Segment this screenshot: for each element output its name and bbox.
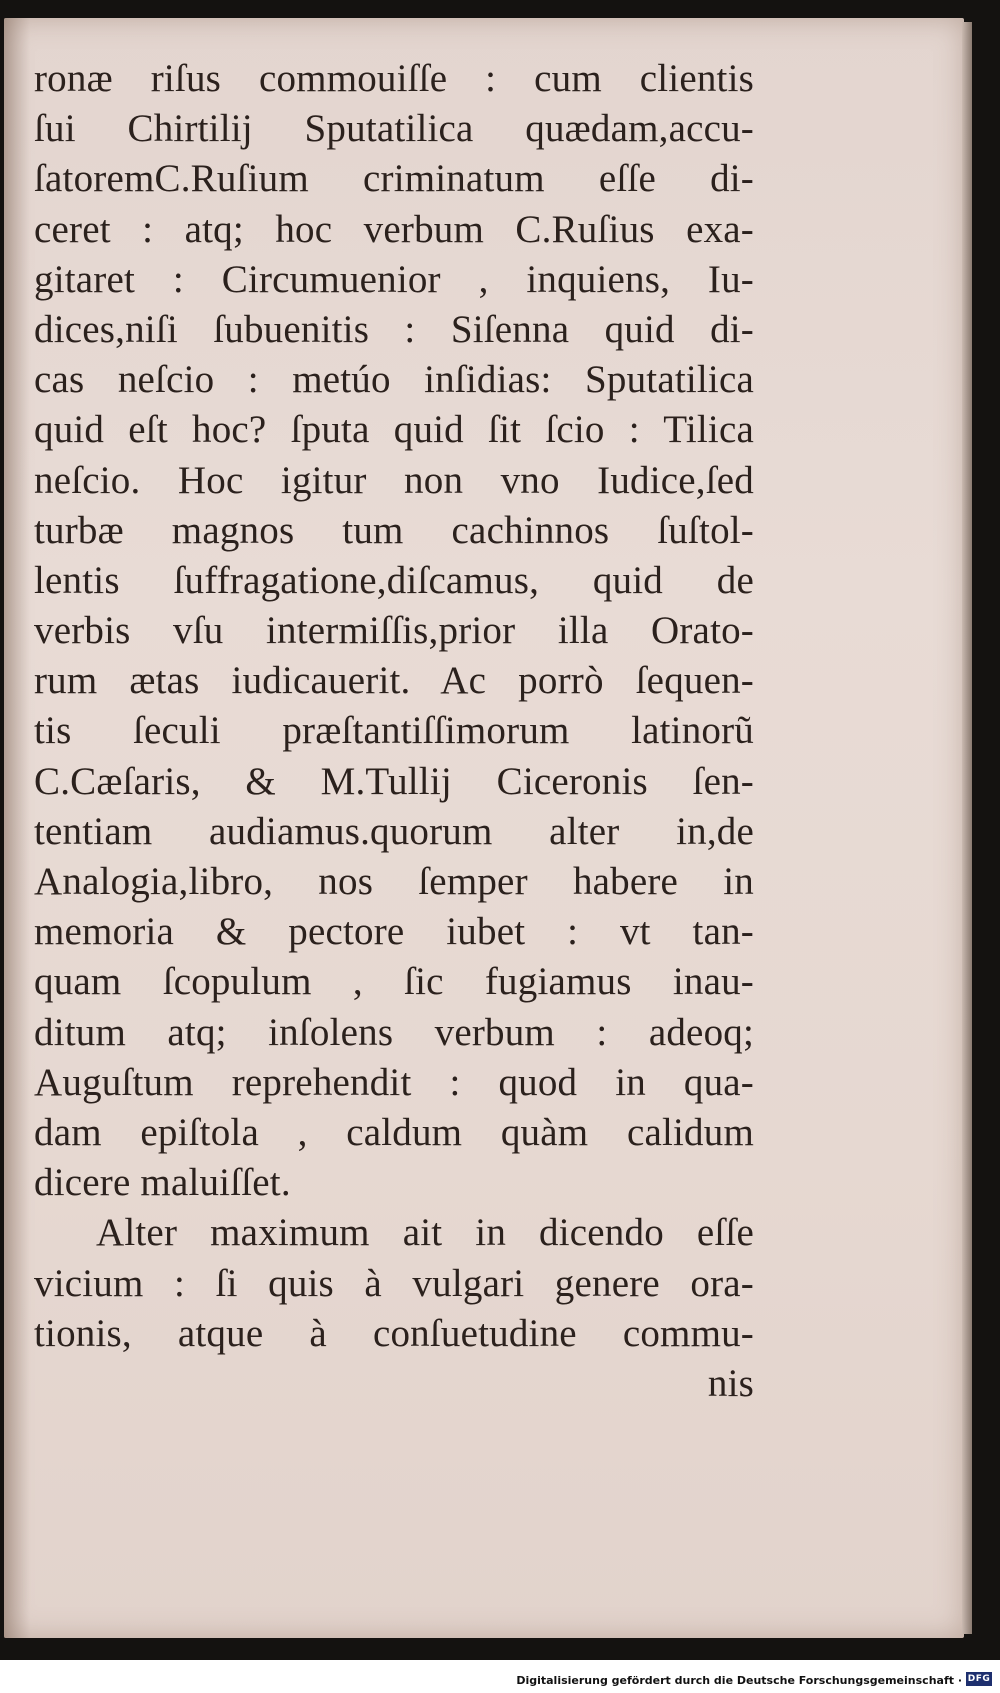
text-line: ceret : atq; hoc verbum C.Ruſius exa- [34,207,754,251]
catchword: nis [707,1361,754,1405]
text-line: ditum atq; inſolens verbum : adeoq; [34,1010,754,1054]
text-line: Alter maximum ait in dicendo eſſe [96,1211,754,1255]
text-line: Auguſtum reprehendit : quod in qua- [34,1060,754,1104]
text-line: lentis ſuffragatione,diſcamus, quid de [34,558,754,602]
text-line: tentiam audiamus.quorum alter in,de [34,809,754,853]
text-line: tis ſeculi præſtantiſſimorum latinorũ [34,709,754,753]
digitization-credit: Digitalisierung gefördert durch die Deutsche Forschungsgemeinschaft · [516,1674,962,1687]
text-line: dices,niſi ſubuenitis : Siſenna quid di- [34,307,754,351]
text-line: Analogia,libro, nos ſemper habere in [34,860,754,903]
text-line: quam ſcopulum , ſic fugiamus inau- [34,960,754,1004]
text-line: ſatoremC.Ruſium criminatum eſſe di- [34,157,754,201]
text-line: neſcio. Hoc igitur non vno Iudice,ſed [34,458,754,502]
text-line: quid eſt hoc? ſputa quid ſit ſcio : Tilica [34,408,754,452]
text-line: dicere maluiſſet. [34,1161,291,1205]
text-line: verbis vſu intermiſſis,prior illa Orato- [34,609,754,653]
text-line: memoria & pectore iubet : vt tan- [34,910,754,954]
text-line: gitaret : Circumuenior , inquiens, Iu- [34,257,754,301]
text-line: rum ætas iudicauerit. Ac porrò ſequen- [34,659,754,703]
text-line: ſui Chirtilij Sputatilica quædam,accu- [34,107,754,151]
text-line: dam epiſtola , caldum quàm calidum [34,1110,754,1154]
page-text [34,54,754,1409]
text-line: turbæ magnos tum cachinnos ſuſtol- [34,508,754,552]
text-line: vicium : ſi quis à vulgari genere ora- [34,1261,754,1305]
text-line: cas neſcio : metúo inſidias: Sputatilica [34,358,754,402]
page-edge [962,22,972,1634]
text-line: tionis, atque à conſuetudine commu- [34,1311,754,1355]
text-line: ronæ riſus commouiſſe : cum clientis [34,57,754,100]
dfg-logo: DFG [967,1674,991,1684]
text-line: C.Cæſaris, & M.Tullij Ciceronis ſen- [34,759,754,803]
